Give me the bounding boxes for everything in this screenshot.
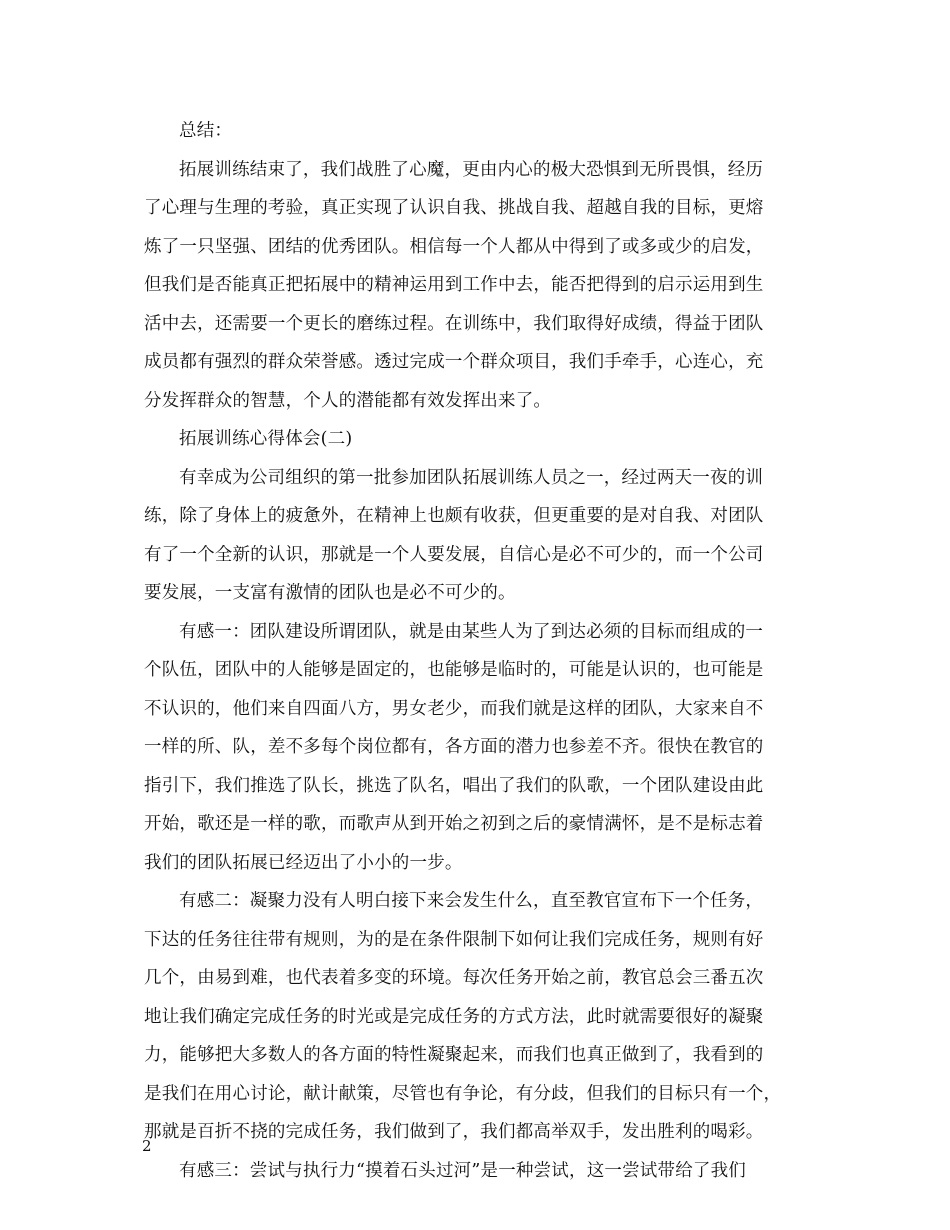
text-line: 几个，由易到难，也代表着多变的环境。每次任务开始之前，教官总会三番五次 — [144, 968, 764, 988]
text-line: 拓展训练结束了，我们战胜了心魔，更由内心的极大恐惧到无所畏惧，经历 — [179, 159, 764, 180]
text-line: 练，除了身体上的疲惫外，在精神上也颇有收获，但更重要的是对自我、对团队 — [144, 506, 764, 526]
text-line: 炼了一只坚强、团结的优秀团队。相信每一个人都从中得到了或多或少的启发， — [144, 236, 764, 257]
text-line: 开始，歌还是一样的歌，而歌声从到开始之初到之后的豪情满怀，是不是标志着 — [144, 814, 764, 834]
text-line: 有幸成为公司组织的第一批参加团队拓展训练人员之一，经过两天一夜的训 — [179, 467, 764, 488]
text-line: 那就是百折不挠的完成任务，我们做到了，我们都高举双手，发出胜利的喝彩。 — [144, 1122, 764, 1142]
section-heading: 拓展训练心得体会(二) — [179, 429, 353, 449]
text-line: 一样的所、队，差不多每个岗位都有，各方面的潜力也参差不齐。很快在教官的 — [144, 737, 764, 757]
text-line: 总结： — [179, 121, 233, 141]
text-line: 我们的团队拓展已经迈出了小小的一步。 — [144, 852, 463, 873]
text-line: 力，能够把大多数人的各方面的特性凝聚起来，而我们也真正做到了，我看到的 — [144, 1045, 764, 1065]
text-line: 有感一：团队建设所谓团队，就是由某些人为了到达必须的目标而组成的一 — [179, 621, 764, 642]
page-number: 2 — [142, 1137, 152, 1155]
text-line: 下达的任务往往带有规则，为的是在条件限制下如何让我们完成任务，规则有好 — [144, 929, 764, 950]
text-line: 活中去，还需要一个更长的磨练过程。在训练中，我们取得好成绩，得益于团队 — [144, 313, 764, 334]
text-line: 成员都有强烈的群众荣誉感。透过完成一个群众项目，我们手牵手，心连心，充 — [144, 352, 764, 372]
text-line: 但我们是否能真正把拓展中的精神运用到工作中去，能否把得到的启示运用到生 — [144, 275, 764, 295]
text-line: 不认识的，他们来自四面八方，男女老少，而我们就是这样的团队，大家来自不 — [144, 698, 764, 719]
text-line: 指引下，我们推选了队长，挑选了队名，唱出了我们的队歌，一个团队建设由此 — [144, 775, 764, 796]
text-line: 分发挥群众的智慧，个人的潜能都有效发挥出来了。 — [144, 390, 552, 411]
text-line: 了心理与生理的考验，真正实现了认识自我、挑战自我、超越自我的目标，更熔 — [144, 198, 764, 218]
text-line: 是我们在用心讨论，献计献策，尽管也有争论，有分歧，但我们的目标只有一个， — [144, 1083, 782, 1104]
text-line: 个队伍，团队中的人能够是固定的，也能够是临时的，可能是认识的，也可能是 — [144, 660, 764, 680]
text-line: 有感三：尝试与执行力“摸着石头过河”是一种尝试，这一尝试带给了我们 — [179, 1160, 746, 1181]
text-line: 有了一个全新的认识，那就是一个人要发展，自信心是必不可少的，而一个公司 — [144, 544, 764, 565]
document-body — [144, 112, 814, 1190]
text-line: 地让我们确定完成任务的时光或是完成任务的方式方法，此时就需要很好的凝聚 — [144, 1006, 764, 1027]
text-line: 有感二：凝聚力没有人明白接下来会发生什么，直至教官宣布下一个任务， — [179, 891, 764, 911]
text-line: 要发展，一支富有激情的团队也是必不可少的。 — [144, 583, 516, 603]
